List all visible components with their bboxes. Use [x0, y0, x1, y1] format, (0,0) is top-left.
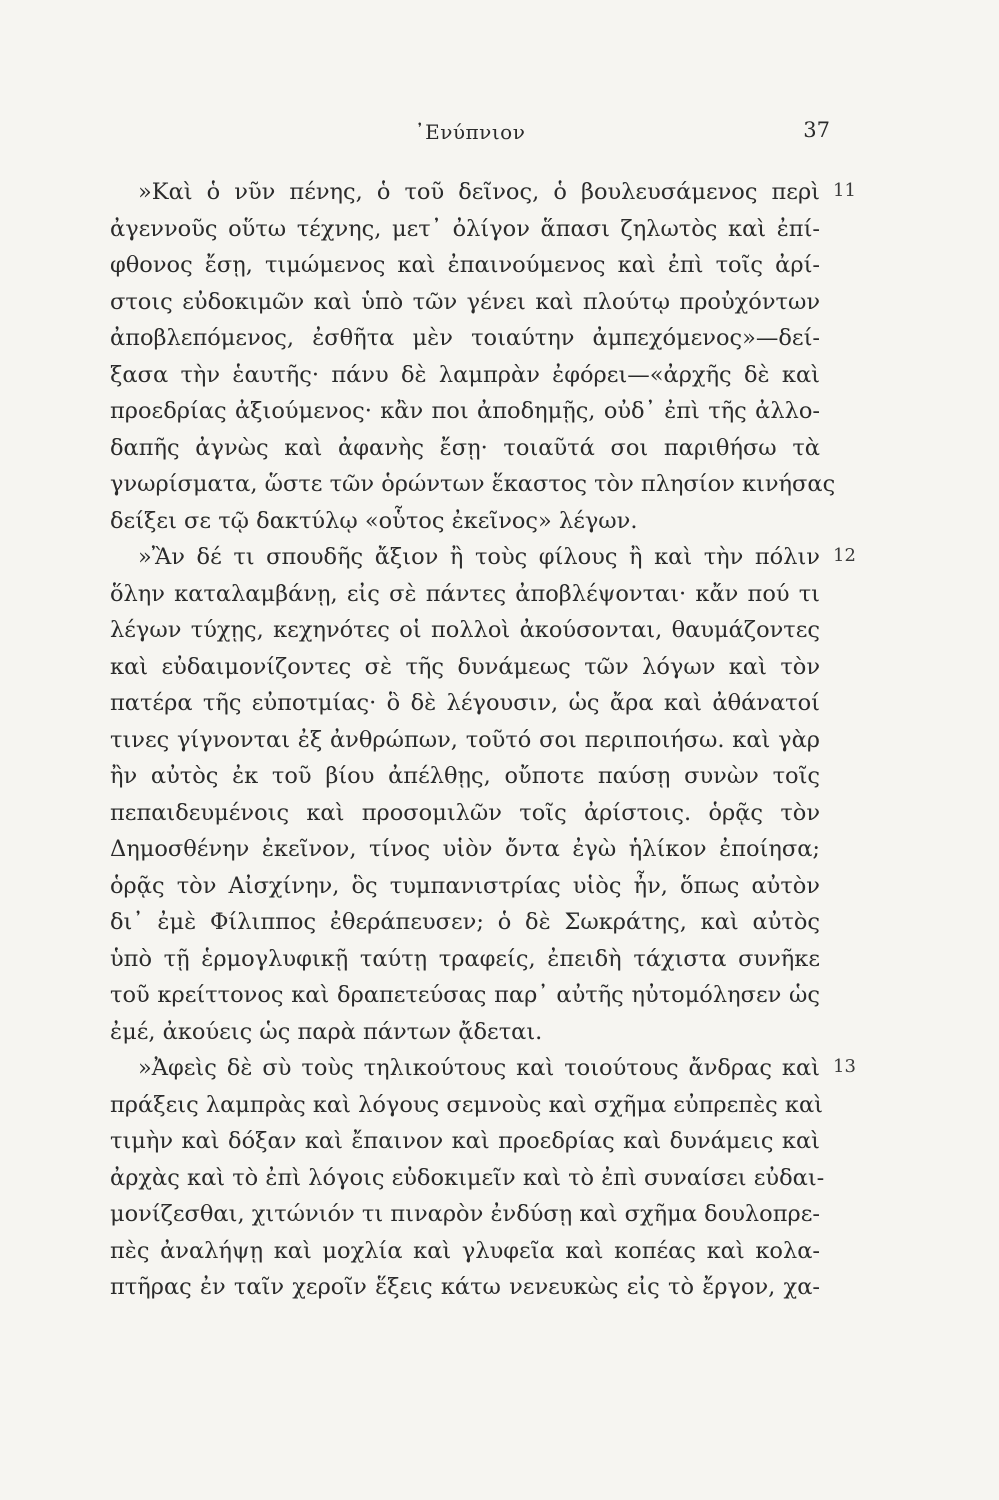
text-line: πεπαιδευμένοις καὶ προσομιλῶν τοῖς ἀρίστοις. ὁρᾷς τὸν	[110, 799, 820, 826]
text-line: φθονος ἔσῃ, τιμώμενος καὶ ἐπαινούμενος καὶ ἐπὶ τοῖς ἀρί-	[110, 252, 820, 278]
text-line: πράξεις λαμπρὰς καὶ λόγους σεμνοὺς καὶ σχῆμα εὐπρεπὲς καὶ	[110, 1091, 824, 1118]
text-line: ξασα τὴν ἑαυτῆς· πάνυ δὲ λαμπρὰν ἐφόρει—«ἀρχῆς δὲ καὶ	[110, 361, 820, 388]
text-line: ἐμέ, ἀκούεις ὡς παρὰ πάντων ᾄδεται.	[110, 1018, 543, 1045]
text-line: ἀγεννοῦς οὕτω τέχνης, μετ᾿ ὀλίγον ἅπασι ζηλωτὸς καὶ ἐπί-	[110, 215, 820, 242]
text-line: ἀποβλεπόμενος, ἐσθῆτα μὲν τοιαύτην ἀμπεχόμενος»—δεί-	[110, 325, 820, 351]
text-line: πατέρα τῆς εὐποτμίας· ὃ δὲ λέγουσιν, ὡς ἄρα καὶ ἀθάνατοί	[110, 690, 820, 716]
text-line: ἢν αὐτὸς ἐκ τοῦ βίου ἀπέλθῃς, οὔποτε παύσῃ συνὼν τοῖς	[110, 763, 820, 789]
section-number: 13	[833, 1056, 856, 1077]
page-number: 37	[803, 118, 830, 142]
text-line: »Καὶ ὁ νῦν πένης, ὁ τοῦ δεῖνος, ὁ βουλευσάμενος περὶ	[138, 179, 820, 205]
text-line: μονίζεσθαι, χιτώνιόν τι πιναρὸν ἐνδύσῃ καὶ σχῆμα δουλοπρε-	[110, 1201, 820, 1227]
text-line: δαπῆς ἀγνὼς καὶ ἀφανὴς ἔσῃ· τοιαῦτά σοι παριθήσω τὰ	[110, 434, 820, 461]
text-line: λέγων τύχῃς, κεχηνότες οἱ πολλοὶ ἀκούσονται, θαυμάζοντες	[110, 617, 820, 643]
text-line: τιμὴν καὶ δόξαν καὶ ἔπαινον καὶ προεδρίας καὶ δυνάμεις καὶ	[110, 1128, 820, 1154]
text-line: πτῆρας ἐν ταῖν χεροῖν ἕξεις κάτω νενευκὼς εἰς τὸ ἔργον, χα-	[110, 1274, 820, 1300]
running-head: ᾿Ενύπνιον	[414, 120, 526, 144]
text-line: στοις εὐδοκιμῶν καὶ ὑπὸ τῶν γένει καὶ πλούτῳ προὐχόντων	[110, 288, 820, 315]
text-line: »Ἂν δέ τι σπουδῆς ἄξιον ἢ τοὺς φίλους ἢ καὶ τὴν πόλιν	[138, 544, 820, 570]
text-line: ὑπὸ τῇ ἑρμογλυφικῇ ταύτῃ τραφείς, ἐπειδὴ τάχιστα συνῆκε	[110, 945, 820, 972]
text-line: ὅλην καταλαμβάνῃ, εἰς σὲ πάντες ἀποβλέψονται· κἄν πού τι	[110, 580, 820, 607]
text-line: ἀρχὰς καὶ τὸ ἐπὶ λόγοις εὐδοκιμεῖν καὶ τὸ ἐπὶ συναίσει εὐδαι-	[110, 1164, 825, 1191]
text-line: Δημοσθένην ἐκεῖνον, τίνος υἱὸν ὄντα ἐγὼ ἡλίκον ἐποίησα;	[110, 836, 820, 862]
text-line: πὲς ἀναλήψῃ καὶ μοχλία καὶ γλυφεῖα καὶ κοπέας καὶ κολα-	[110, 1237, 820, 1264]
text-line: τοῦ κρείττονος καὶ δραπετεύσας παρ᾿ αὐτῆς ηὐτομόλησεν ὡς	[110, 982, 820, 1008]
text-line: τινες γίγνονται ἐξ ἀνθρώπων, τοῦτό σοι περιποιήσω. καὶ γὰρ	[110, 726, 820, 753]
text-line: δείξει σε τῷ δακτύλῳ «οὗτος ἐκεῖνος» λέγων.	[110, 507, 638, 534]
section-number: 12	[833, 545, 856, 566]
text-line: προεδρίας ἀξιούμενος· κἂν ποι ἀποδημῇς, οὐδ᾿ ἐπὶ τῆς ἀλλο-	[110, 398, 820, 424]
text-line: καὶ εὐδαιμονίζοντες σὲ τῆς δυνάμεως τῶν λόγων καὶ τὸν	[110, 653, 820, 680]
section-number: 11	[833, 180, 856, 201]
text-line: ὁρᾷς τὸν Αἰσχίνην, ὃς τυμπανιστρίας υἱὸς ἦν, ὅπως αὐτὸν	[110, 872, 820, 899]
text-block	[110, 174, 836, 1306]
text-line: »Ἀφεὶς δὲ σὺ τοὺς τηλικούτους καὶ τοιούτους ἄνδρας καὶ	[138, 1055, 820, 1081]
text-line: γνωρίσματα, ὥστε τῶν ὁρώντων ἕκαστος τὸν πλησίον κινήσας	[110, 471, 836, 497]
text-line: δι᾿ ἐμὲ Φίλιππος ἐθεράπευσεν; ὁ δὲ Σωκράτης, καὶ αὐτὸς	[110, 909, 820, 935]
